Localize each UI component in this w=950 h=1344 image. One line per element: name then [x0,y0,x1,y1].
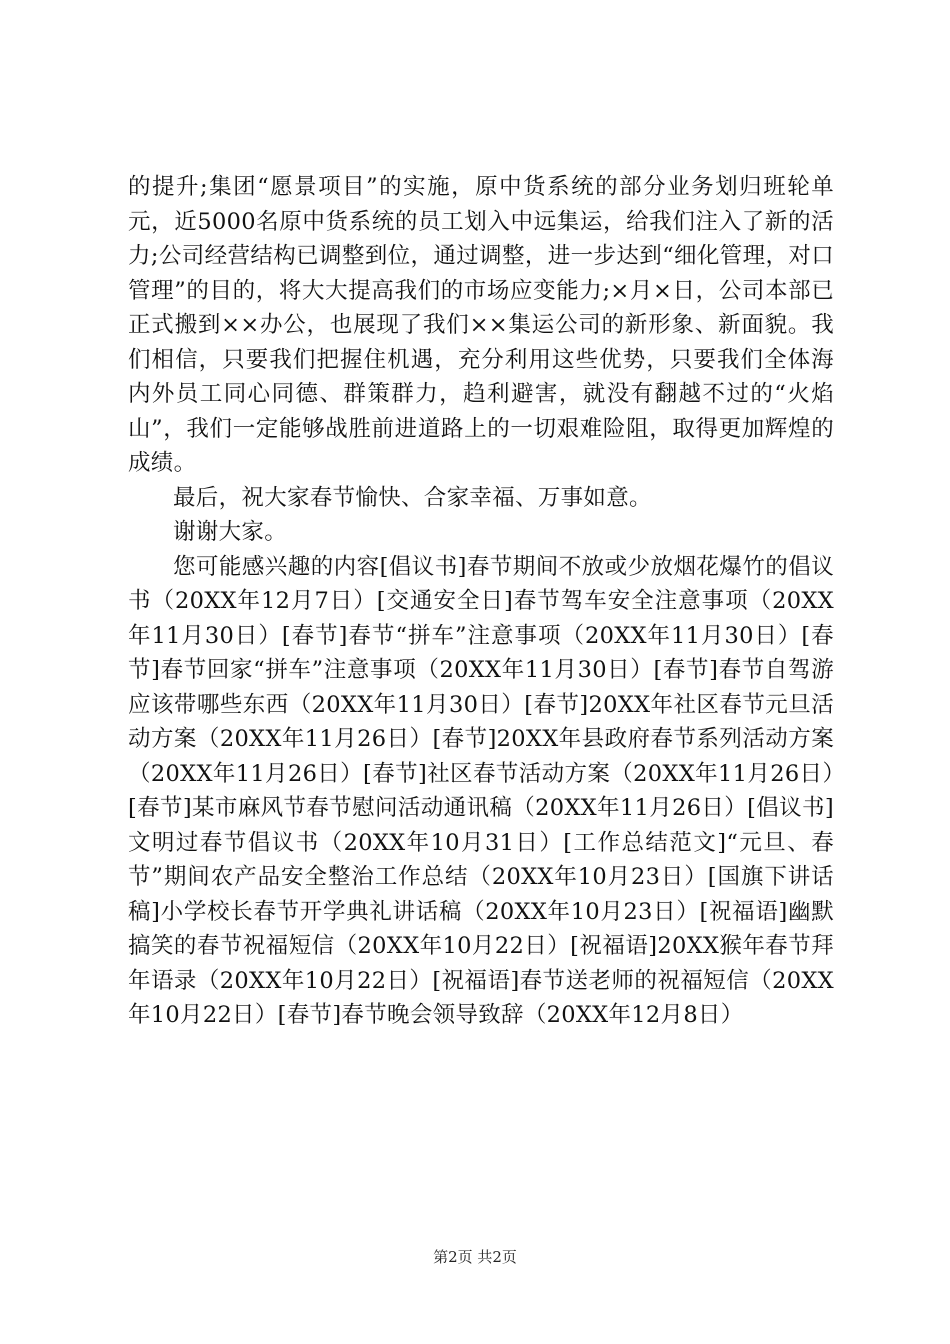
closing-wishes-paragraph: 最后，祝大家春节愉快、合家幸福、万事如意。 [173,484,652,511]
thanks-paragraph: 谢谢大家。 [173,519,288,545]
related-content-paragraph: 您可能感兴趣的内容[倡议书]春节期间不放或少放烟花爆竹的倡议书（20XX年12月7日）[交通安全日]春节驾车安全注意事项（20XX年11月30日）[春节]春节“拼车”注意事项（20XX年11月30日）[春节]春节回家“拼车”注意事项（20XX年11月30日）[春节]春节自驾游应该带哪些东西（20XX年11月30日）[春节]20XX年社区春节元旦活动方案（20XX年11月26日）[春节]20XX年县政府春节系列活动方案（20XX年11月26日）[春节]社区春节活动方案（20XX年11月26日）[春节]某市麻风节春节慰问活动通讯稿（20XX年11月26日）[倡议书]文明过春节倡议书（20XX年10月31日）[工作总结范文]“元旦、春节”期间农产品安全整治工作总结（20XX年10月23日）[国旗下讲话稿]小学校长春节开学典礼讲话稿（20XX年10月23日）[祝福语]幽默搞笑的春节祝福短信（20XX年10月22日）[祝福语]20XX猴年春节拜年语录（20XX年10月22日）[祝福语]春节送老师的祝福短信（20XX年10月22日）[春节]春节晚会领导致辞（20XX年12月8日） [128,553,834,1028]
page-number-footer: 第2页 共2页 [433,1248,517,1266]
document-body [128,170,834,1033]
body-paragraph-continued: 的提升;集团“愿景项目”的实施，原中货系统的部分业务划归班轮单元，近5000名原中货系统的员工划入中远集运，给我们注入了新的活力;公司经营结构已调整到位，通过调整，进一步达到“细化管理，对口管理”的目的，将大大提高我们的市场应变能力;×月×日，公司本部已正式搬到××办公，也展现了我们××集运公司的新形象、新面貌。我们相信，只要我们把握住机遇，充分利用这些优势，只要我们全体海内外员工同心同德、群策群力，趋利避害，就没有翻越不过的“火焰山”，我们一定能够战胜前进道路上的一切艰难险阻，取得更加辉煌的成绩。 [128,174,834,476]
